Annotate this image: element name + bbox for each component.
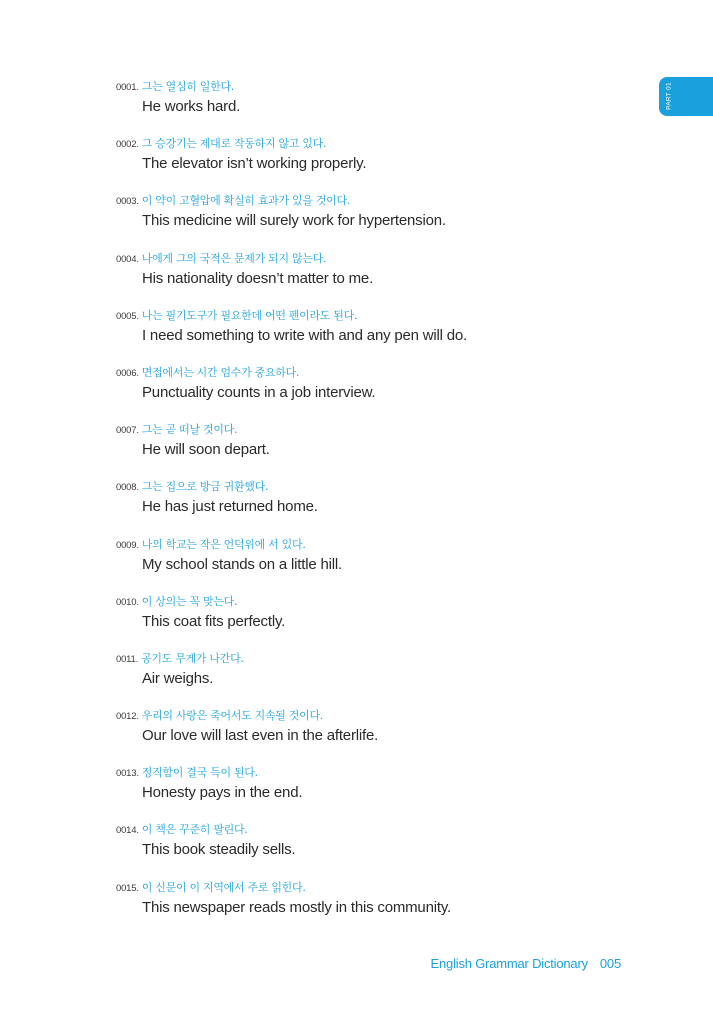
english-sentence: I need something to write with and any pen will do. <box>142 326 467 344</box>
entry-number: 0010. <box>116 596 139 608</box>
page-footer <box>431 956 621 971</box>
korean-sentence: 그는 곧 떠날 것이다. <box>141 423 238 437</box>
list-item <box>116 248 636 305</box>
korean-sentence: 나는 필기도구가 필요한데 어떤 펜이라도 된다. <box>141 308 358 322</box>
korean-sentence: 면접에서는 시간 엄수가 중요하다. <box>141 365 300 379</box>
entry-number: 0014. <box>116 825 139 837</box>
list-item <box>116 76 636 133</box>
list-item <box>116 419 636 476</box>
book-title: English Grammar Dictionary <box>430 956 588 971</box>
list-item <box>116 133 636 190</box>
korean-sentence: 나의 학교는 작은 언덕위에 서 있다. <box>141 537 306 551</box>
english-sentence: This book steadily sells. <box>142 841 296 859</box>
korean-sentence: 우리의 사랑은 죽어서도 지속될 것이다. <box>141 709 323 723</box>
entry-number: 0012. <box>116 711 139 723</box>
list-item <box>116 476 636 533</box>
list-item <box>116 362 636 419</box>
entry-number: 0008. <box>116 482 139 494</box>
entry-number: 0015. <box>116 882 139 894</box>
list-item <box>116 591 636 648</box>
english-sentence: This medicine will surely work for hypertension. <box>142 212 446 230</box>
entry-number: 0007. <box>116 425 139 437</box>
korean-sentence: 이 상의는 꼭 맞는다. <box>141 594 238 608</box>
english-sentence: Honesty pays in the end. <box>142 784 303 802</box>
entry-number: 0011. <box>116 653 139 665</box>
list-item <box>116 877 636 934</box>
list-item <box>116 648 636 705</box>
entry-number: 0003. <box>116 196 139 208</box>
korean-sentence: 정직함이 결국 득이 된다. <box>141 766 258 780</box>
english-sentence: Air weighs. <box>142 669 214 687</box>
korean-sentence: 이 책은 꾸준히 팔린다. <box>141 823 248 837</box>
korean-sentence: 나에게 그의 국적은 문제가 되지 않는다. <box>141 251 327 265</box>
entry-number: 0001. <box>116 82 139 93</box>
english-sentence: Our love will last even in the afterlife. <box>142 727 379 745</box>
english-sentence: He has just returned home. <box>142 498 318 516</box>
korean-sentence: 그 승강기는 제대로 작동하지 않고 있다. <box>141 137 327 151</box>
entry-number: 0002. <box>116 139 139 151</box>
entry-number: 0005. <box>116 310 139 322</box>
entry-number: 0006. <box>116 367 139 379</box>
english-sentence: His nationality doesn’t matter to me. <box>142 269 374 287</box>
english-sentence: Punctuality counts in a job interview. <box>142 383 376 401</box>
part-tab-label: PART 01 <box>665 82 673 110</box>
korean-sentence: 공기도 무게가 나간다. <box>141 651 244 665</box>
korean-sentence: 그는 집으로 방금 귀환했다. <box>141 480 269 494</box>
list-item <box>116 190 636 247</box>
entry-number: 0009. <box>116 539 139 551</box>
page-number: 005 <box>599 956 621 971</box>
list-item <box>116 819 636 876</box>
english-sentence: He works hard. <box>142 98 241 115</box>
english-sentence: This coat fits perfectly. <box>142 612 286 630</box>
english-sentence: My school stands on a little hill. <box>142 555 342 573</box>
list-item <box>116 762 636 819</box>
english-sentence: This newspaper reads mostly in this community. <box>142 898 451 916</box>
entry-number: 0004. <box>116 253 139 265</box>
english-sentence: The elevator isn’t working properly. <box>142 155 367 173</box>
entry-number: 0013. <box>116 768 139 780</box>
sentence-list <box>116 76 636 934</box>
korean-sentence: 이 약이 고혈압에 확실히 효과가 있을 것이다. <box>141 194 351 208</box>
list-item <box>116 534 636 591</box>
english-sentence: He will soon depart. <box>142 441 270 459</box>
korean-sentence: 이 신문이 이 지역에서 주로 읽힌다. <box>141 880 306 894</box>
list-item <box>116 305 636 362</box>
korean-sentence: 그는 열심히 일한다. <box>141 80 234 93</box>
list-item <box>116 705 636 762</box>
